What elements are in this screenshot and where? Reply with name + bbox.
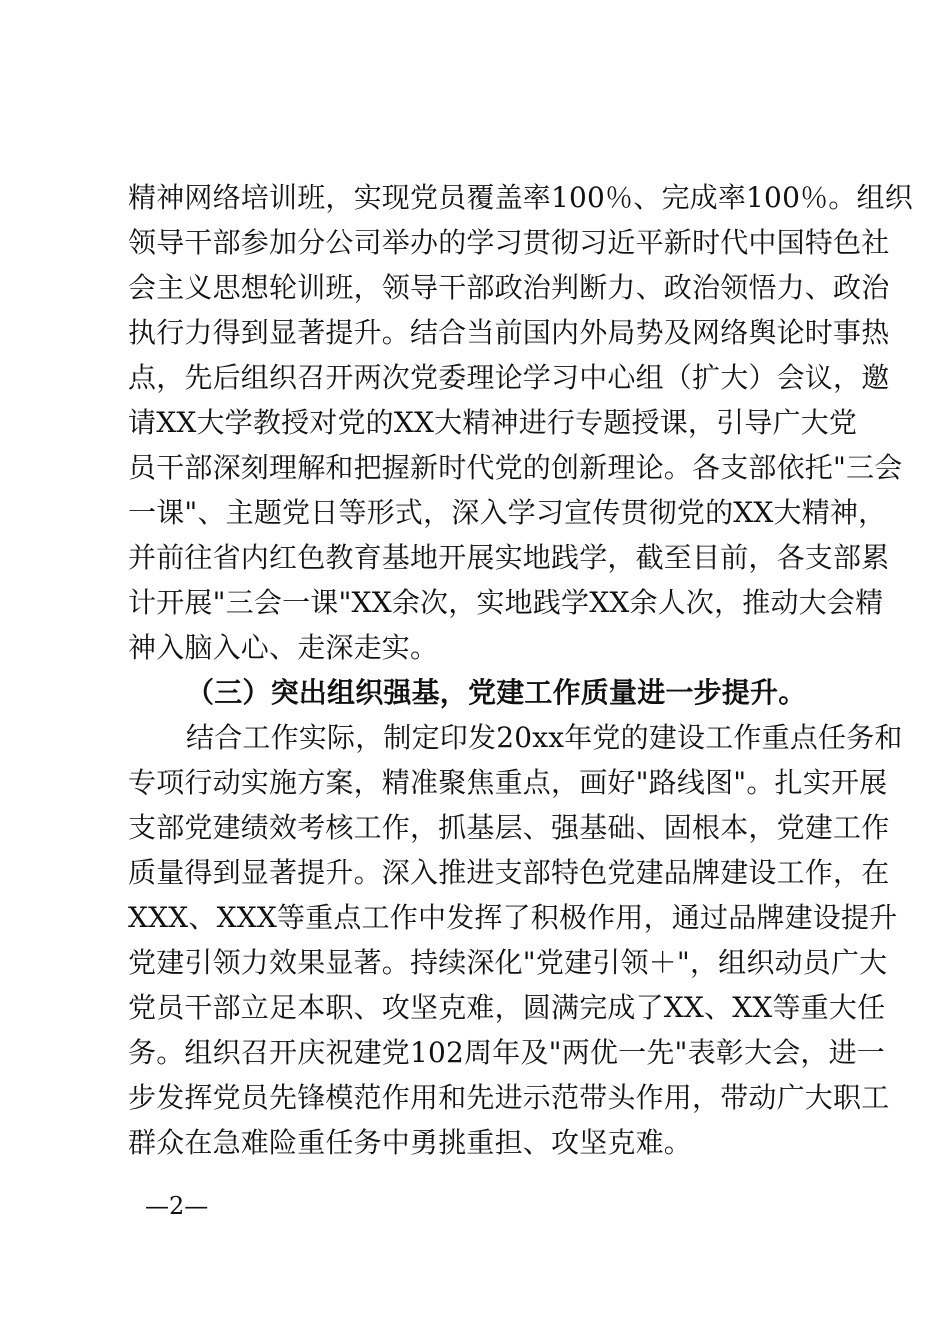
paragraph-line: 步发挥党员先锋模范作用和先进示范带头作用，带动广大职工	[128, 1081, 890, 1114]
paragraph-line: 一课"、主题党日等形式，深入学习宣传贯彻党的XX大精神，	[128, 496, 887, 529]
paragraph-line: 请XX大学教授对党的XX大精神进行专题授课，引导广大党	[128, 406, 858, 439]
paragraph-line: 结合工作实际，制定印发20xx年党的建设工作重点任务和	[186, 721, 903, 754]
paragraph-line: 党员干部立足本职、攻坚克难，圆满完成了XX、XX等重大任	[128, 991, 886, 1024]
paragraph-line: 质量得到显著提升。深入推进支部特色党建品牌建设工作，在	[128, 856, 890, 889]
paragraph-line: XXX、XXX等重点工作中发挥了积极作用，通过品牌建设提升	[128, 901, 898, 934]
paragraph-line: 务。组织召开庆祝建党102周年及"两优一先"表彰大会，进一	[128, 1036, 886, 1069]
section-heading: （三）突出组织强基，党建工作质量进一步提升。	[186, 676, 807, 709]
paragraph-line: 专项行动实施方案，精准聚焦重点，画好"路线图"。扎实开展	[128, 766, 888, 799]
page-number: —2—	[145, 1192, 209, 1220]
paragraph-line: 并前往省内红色教育基地开展实地践学，截至目前，各支部累	[128, 541, 890, 574]
paragraph-line: 神入脑入心、走深走实。	[128, 631, 439, 664]
paragraph-line: 点，先后组织召开两次党委理论学习中心组（扩大）会议，邀	[128, 361, 890, 394]
paragraph-line: 党建引领力效果显著。持续深化"党建引领＋"，组织动员广大	[128, 946, 888, 979]
paragraph-line: 领导干部参加分公司举办的学习贯彻习近平新时代中国特色社	[128, 226, 890, 259]
paragraph-line: 员干部深刻理解和把握新时代党的创新理论。各支部依托"三会	[128, 451, 903, 484]
paragraph-line: 会主义思想轮训班，领导干部政治判断力、政治领悟力、政治	[128, 271, 890, 304]
paragraph-line: 执行力得到显著提升。结合当前国内外局势及网络舆论时事热	[128, 316, 890, 349]
paragraph-line: 群众在急难险重任务中勇挑重担、攻坚克难。	[128, 1126, 693, 1159]
paragraph-line: 支部党建绩效考核工作，抓基层、强基础、固根本，党建工作	[128, 811, 890, 844]
paragraph-line: 计开展"三会一课"XX余次，实地践学XX余人次，推动大会精	[128, 586, 884, 619]
paragraph-line: 精神网络培训班，实现党员覆盖率100％、完成率100％。组织	[128, 181, 913, 214]
